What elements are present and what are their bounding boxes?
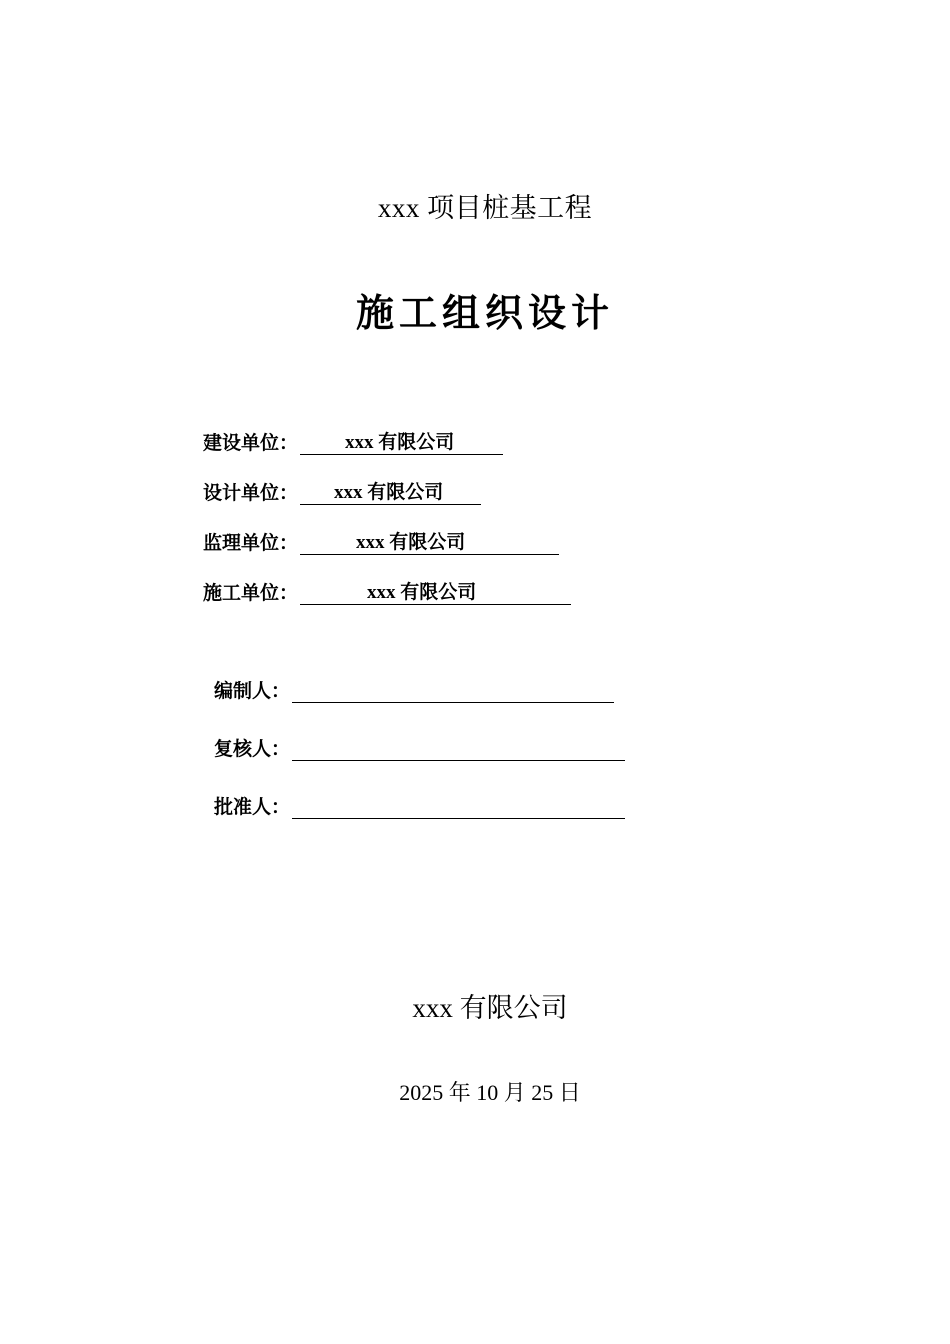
footer-company: xxx 有限公司: [412, 993, 568, 1023]
signature-label: 复核人：: [214, 738, 291, 760]
signature-label: 编制人：: [214, 680, 291, 702]
unit-value-line: [300, 578, 571, 605]
signature-row-reviewer: [214, 731, 625, 761]
unit-row-supervision: [203, 525, 559, 555]
unit-value-line: [300, 478, 481, 505]
project-title: xxx 项目桩基工程: [377, 193, 593, 223]
signature-line: [292, 676, 614, 703]
unit-value: xxx 有限公司: [334, 482, 444, 503]
unit-label: 建设单位：: [203, 432, 299, 454]
unit-value: xxx 有限公司: [356, 532, 466, 553]
unit-value: xxx 有限公司: [367, 582, 477, 603]
signature-row-compiler: [214, 673, 614, 703]
unit-value-line: [300, 428, 503, 455]
unit-row-design: [203, 475, 481, 505]
unit-label: 施工单位：: [203, 582, 299, 604]
unit-value: xxx 有限公司: [345, 432, 455, 453]
signature-label: 批准人：: [214, 796, 291, 818]
unit-label: 监理单位：: [203, 532, 299, 554]
signature-line: [292, 734, 625, 761]
unit-value-line: [300, 528, 559, 555]
unit-row-construction: [203, 425, 503, 455]
footer-date: 2025 年 10 月 25 日: [399, 1080, 581, 1105]
unit-label: 设计单位：: [203, 482, 299, 504]
document-title: 施工组织设计: [355, 291, 614, 335]
unit-row-contractor: [203, 575, 571, 605]
signature-row-approver: [214, 789, 625, 819]
signature-line: [292, 792, 625, 819]
